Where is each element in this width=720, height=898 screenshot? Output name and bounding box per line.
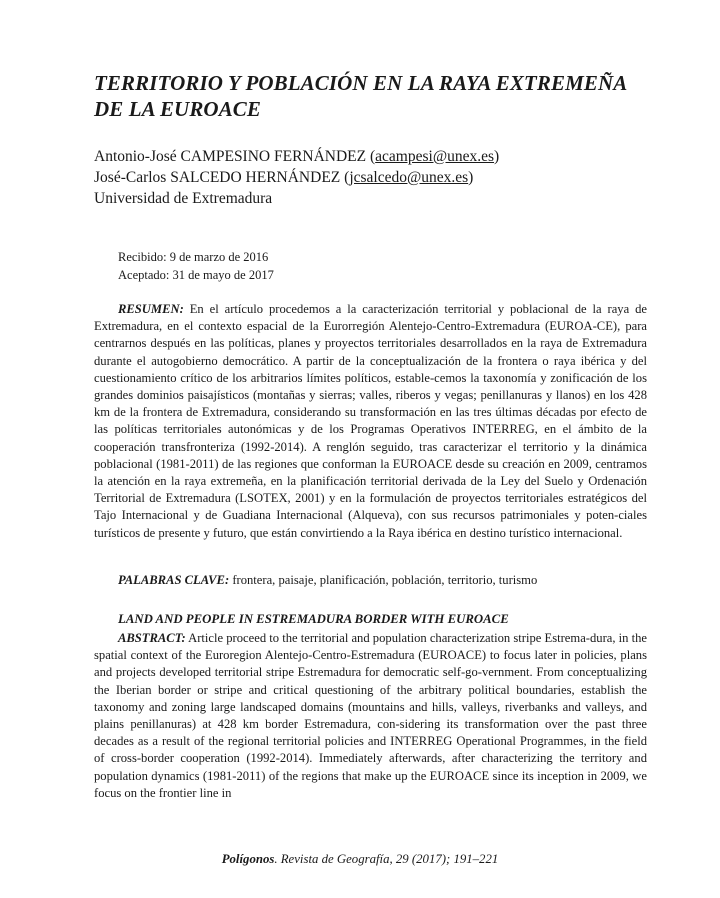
abstract-text: Article proceed to the territorial and population characterization stripe Estrema-dura, in the spatial context of the Euroregion Alentejo-Centro-Estremadura (EUROACE) to focus later in policies, plans and projects developed territorial stripe Estremadura for democratic self-go-vernment. From conceptualizing the Iberian border or stripe and critical questioning of the arbitrary political boundaries, establish the taxonomy and zoning large landscaped domains (mountains and hills, valleys, riverbanks and valleys, and plains penillanuras) at 428 km border Estremadura, con-sidering its transformation over the past three decades as a result of the regional territorial policies and INTERREG Operational Programmes, in the field of cross-border cooperation (1992-2014). Immediately afterwards, after characterizing the territory and population dynamics (1981-2011) of the regions that make up the EUROACE since its inception in 2009, we focus on the frontier line in (94, 631, 647, 800)
dates-block (118, 248, 274, 284)
author-2: José-Carlos SALCEDO HERNÁNDEZ (jcsalcedo@unex.es) (94, 169, 474, 186)
received-date: Recibido: 9 de marzo de 2016 (118, 250, 269, 264)
article-title (94, 70, 664, 122)
journal-name: Polígonos (221, 852, 275, 866)
author-1: Antonio-José CAMPESINO FERNÁNDEZ (acampesi@unex.es) (94, 148, 500, 165)
author-2-name: José-Carlos SALCEDO HERNÁNDEZ (94, 169, 341, 186)
author-1-name: Antonio-José CAMPESINO FERNÁNDEZ (94, 148, 367, 165)
accepted-date: Aceptado: 31 de mayo de 2017 (118, 268, 274, 282)
abstract-label: ABSTRACT (118, 631, 182, 645)
author-block (94, 146, 654, 209)
resumen-label: RESUMEN (118, 302, 180, 316)
english-title: LAND AND PEOPLE IN ESTREMADURA BORDER WITH EUROACE (118, 612, 509, 626)
resumen-text: En el artículo procedemos a la caracterización territorial y poblacional de la raya de Extremadura, en el contexto espacial de la Eurorregión Alentejo-Centro-Extremadura (EUROA-CE), para centrarnos después en las políticas, planes y proyectos territoriales desarrollados en la raya de Extremadura durante el autogobierno democrático. A partir de la conceptualización de la frontera o raya ibérica y del cuestionamiento crítico de los arbitrarios límites políticos, estable-cemos la taxonomía y zonificación de los grandes dominios paisajísticos (montañas y sierras; valles, riberos y vegas; penillanuras y llanos) en los 428 km de la frontera de Extremadura, considerando su transformación en las tres últimas décadas por efecto de las políticas territoriales autonómicas y de los Programas Operativos INTERREG, en el ámbito de la cooperación transfronteriza (1992-2014). A renglón seguido, tras caracterizar el territorio y la dinámica poblacional (1981-2011) de las regiones que conforman la EUROACE desde su creación en 2009, centramos la atención en la raya extremeña, en la planificación territorial derivada de la Ley del Suelo y Ordenación Territorial de Extremadura (LSOTEX, 2001) y en la formulación de proyectos territoriales estratégicos del Tajo Internacional y de Guadiana Internacional (Alqueva), con sus recursos patrimoniales y poten-ciales turísticos de presente y futuro, que están convirtiendo a la Raya ibérica en destino turístico internacional. (94, 302, 647, 540)
page-footer (0, 852, 720, 867)
journal-citation: . Revista de Geografía, 29 (2017); 191–221 (274, 852, 499, 866)
keywords-paragraph: PALABRAS CLAVE: frontera, paisaje, planificación, población, territorio, turismo (118, 573, 538, 587)
affiliation: Universidad de Extremadura (94, 190, 273, 207)
author-2-email-link[interactable]: jcsalcedo@unex.es (349, 169, 469, 186)
author-1-email-link[interactable]: acampesi@unex.es (375, 148, 495, 165)
article-title-line1: TERRITORIO Y POBLACIÓN EN LA RAYA EXTREMEÑA (94, 71, 628, 95)
abstract-paragraph: ABSTRACT: Article proceed to the territorial and population characterization stripe Estrema-dura, in the spatial context of the Euroregion Alentejo-Centro-Estremadura (EUROACE) to focus later in policies, plans and projects developed territorial stripe Estremadura for democratic self-go-vernment. From conceptualizing the Iberian border or stripe and critical questioning of the arbitrary political boundaries, establish the taxonomy and zoning large landscaped domains (mountains and hills, valleys, riverbanks and valleys, and plains penillanuras) at 428 km border Estremadura, con-sidering its transformation over the past three decades as a result of the regional territorial policies and INTERREG Operational Programmes, in the field of cross-border cooperation (1992-2014). Immediately afterwards, after characterizing the territory and population dynamics (1981-2011) of the regions that make up the EUROACE since its inception in 2009, we focus on the frontier line in (94, 631, 647, 800)
article-title-line2: DE LA EUROACE (94, 97, 262, 121)
keywords-text: frontera, paisaje, planificación, población, territorio, turismo (232, 573, 538, 587)
keywords-label: PALABRAS CLAVE (118, 573, 225, 587)
resumen-paragraph: RESUMEN: En el artículo procedemos a la caracterización territorial y poblacional de la raya de Extremadura, en el contexto espacial de la Eurorregión Alentejo-Centro-Extremadura (EUROA-CE), para centrarnos después en las políticas, planes y proyectos territoriales desarrollados en la raya de Extremadura durante el autogobierno democrático. A partir de la conceptualización de la frontera o raya ibérica y del cuestionamiento crítico de los arbitrarios límites políticos, estable-cemos la taxonomía y zonificación de los grandes dominios paisajísticos (montañas y sierras; valles, riberos y vegas; penillanuras y llanos) en los 428 km de la frontera de Extremadura, considerando su transformación en las tres últimas décadas por efecto de las políticas territoriales autonómicas y de los Programas Operativos INTERREG, en el ámbito de la cooperación transfronteriza (1992-2014). A renglón seguido, tras caracterizar el territorio y la dinámica poblacional (1981-2011) de las regiones que conforman la EUROACE desde su creación en 2009, centramos la atención en la raya extremeña, en la planificación territorial derivada de la Ley del Suelo y Ordenación Territorial de Extremadura (LSOTEX, 2001) y en la formulación de proyectos territoriales estratégicos del Tajo Internacional y de Guadiana Internacional (Alqueva), con sus recursos patrimoniales y poten-ciales turísticos de presente y futuro, que están convirtiendo a la Raya ibérica en destino turístico internacional. (94, 302, 647, 540)
